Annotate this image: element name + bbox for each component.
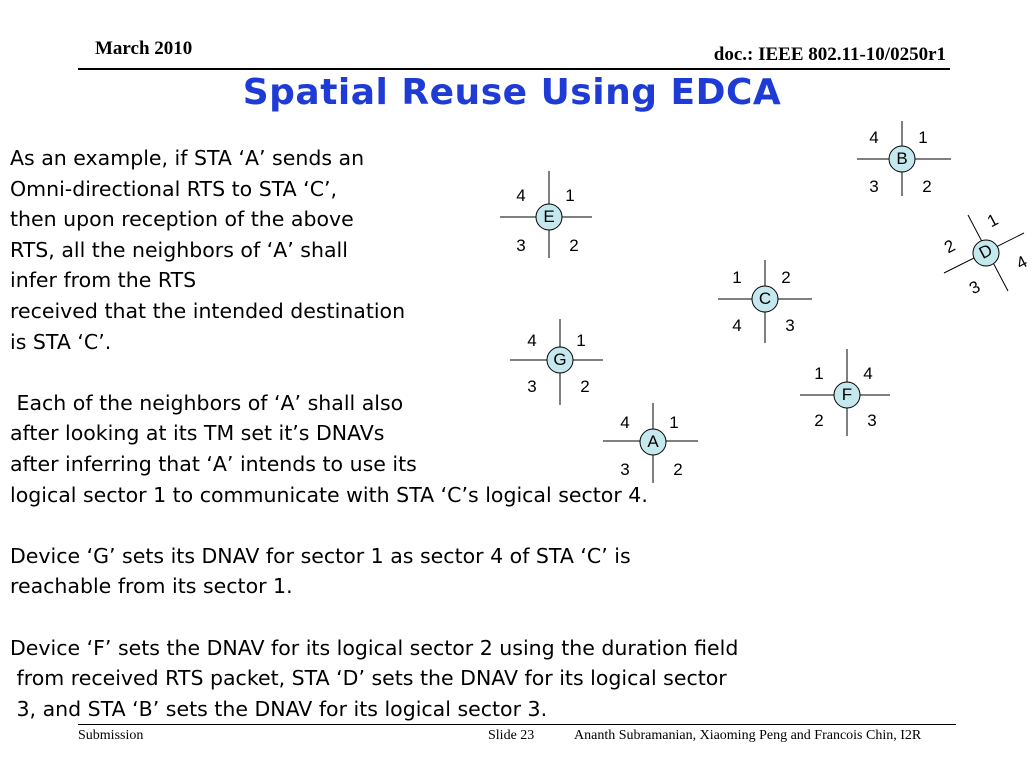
node-c xyxy=(710,248,820,348)
body-line: As an example, if STA ‘A’ sends an xyxy=(10,146,365,170)
node-g-sector-bl: 3 xyxy=(527,377,537,396)
node-f-label: F xyxy=(841,385,853,404)
body-line: is STA ‘C’. xyxy=(10,329,112,354)
body-line: logical sector 1 to communicate with STA ‘C’s logical sector 4. xyxy=(10,482,648,507)
node-g-label: G xyxy=(553,350,567,369)
footer-rule xyxy=(78,724,956,725)
node-c-sector-tl: 1 xyxy=(732,268,742,287)
node-g-sector-br: 2 xyxy=(580,377,590,396)
node-b-sector-br: 2 xyxy=(922,177,932,196)
body-line xyxy=(10,510,738,541)
node-a xyxy=(598,391,708,491)
node-a-sector-bl: 3 xyxy=(620,460,630,479)
body-line: RTS, all the neighbors of ‘A’ shall xyxy=(10,237,348,262)
node-f-sector-br: 3 xyxy=(867,411,877,430)
node-a-sector-tl: 4 xyxy=(620,413,630,432)
body-line: 3, and STA ‘B’ sets the DNAV for its logical sector 3. xyxy=(10,696,548,721)
node-d-sector-right: 4 xyxy=(1013,251,1031,274)
node-d-sector-bottom: 3 xyxy=(966,276,984,299)
node-e-label: E xyxy=(543,207,555,226)
body-line: after looking at its TM set it’s DNAVs xyxy=(10,421,385,446)
node-f-sector-tl: 1 xyxy=(814,364,824,383)
body-line: Device ‘G’ sets its DNAV for sector 1 as sector 4 of STA ‘C’ is xyxy=(10,543,631,568)
node-b-sector-tr: 1 xyxy=(918,128,928,147)
node-e xyxy=(494,166,604,266)
body-line: from received RTS packet, STA ‘D’ sets the DNAV for its logical sector xyxy=(10,666,727,691)
node-g-sector-tl: 4 xyxy=(527,331,537,350)
header-doc-id: doc.: IEEE 802.11-10/0250r1 xyxy=(713,44,946,65)
body-line: after inferring that ‘A’ intends to use its xyxy=(10,451,417,476)
node-d-sector-tr: 1 xyxy=(984,209,1002,232)
header-rule xyxy=(78,68,950,70)
body-line xyxy=(10,357,738,388)
node-g-sector-tr: 1 xyxy=(576,331,586,350)
node-e-sector-bl: 3 xyxy=(516,236,526,255)
slide-title: Spatial Reuse Using EDCA xyxy=(242,72,782,113)
node-a-label: A xyxy=(647,432,659,451)
body-line: then upon reception of the above xyxy=(10,207,354,232)
node-c-sector-tr: 2 xyxy=(781,268,791,287)
footer-slide-number: Slide 23 xyxy=(488,728,535,743)
node-f xyxy=(792,344,902,444)
node-a-sector-tr: 1 xyxy=(669,413,679,432)
node-d-label: D xyxy=(975,240,996,263)
body-line: infer from the RTS xyxy=(10,268,197,293)
node-d-sector-left: 2 xyxy=(941,235,959,258)
body-line: Device ‘F’ sets the DNAV for its logical sector 2 using the duration field xyxy=(10,635,739,660)
body-line: Each of the neighbors of ‘A’ shall also xyxy=(10,390,404,415)
node-e-sector-br: 2 xyxy=(569,236,579,255)
node-c-sector-br: 3 xyxy=(785,316,795,335)
body-line: Omni-directional RTS to STA ‘C’, xyxy=(10,176,338,201)
node-b-label: B xyxy=(896,149,908,168)
node-f-sector-bl: 2 xyxy=(814,411,824,430)
node-b xyxy=(847,106,957,206)
node-b-sector-bl: 3 xyxy=(869,177,879,196)
body-line: received that the intended destination xyxy=(10,298,406,323)
node-d xyxy=(936,205,1031,305)
footer-authors: Ananth Subramanian, Xiaoming Peng and Francois Chin, I2R xyxy=(574,728,922,743)
header-date: March 2010 xyxy=(95,38,193,59)
node-c-sector-bl: 4 xyxy=(732,316,742,335)
body-line xyxy=(10,602,738,633)
body-line: reachable from its sector 1. xyxy=(10,574,293,599)
node-e-sector-tl: 4 xyxy=(516,186,526,205)
node-b-sector-tl: 4 xyxy=(869,128,879,147)
node-c-label: C xyxy=(758,289,772,308)
footer-submission: Submission xyxy=(78,728,144,743)
node-a-sector-br: 2 xyxy=(673,460,683,479)
node-f-sector-tr: 4 xyxy=(863,364,873,383)
node-e-sector-tr: 1 xyxy=(565,186,575,205)
